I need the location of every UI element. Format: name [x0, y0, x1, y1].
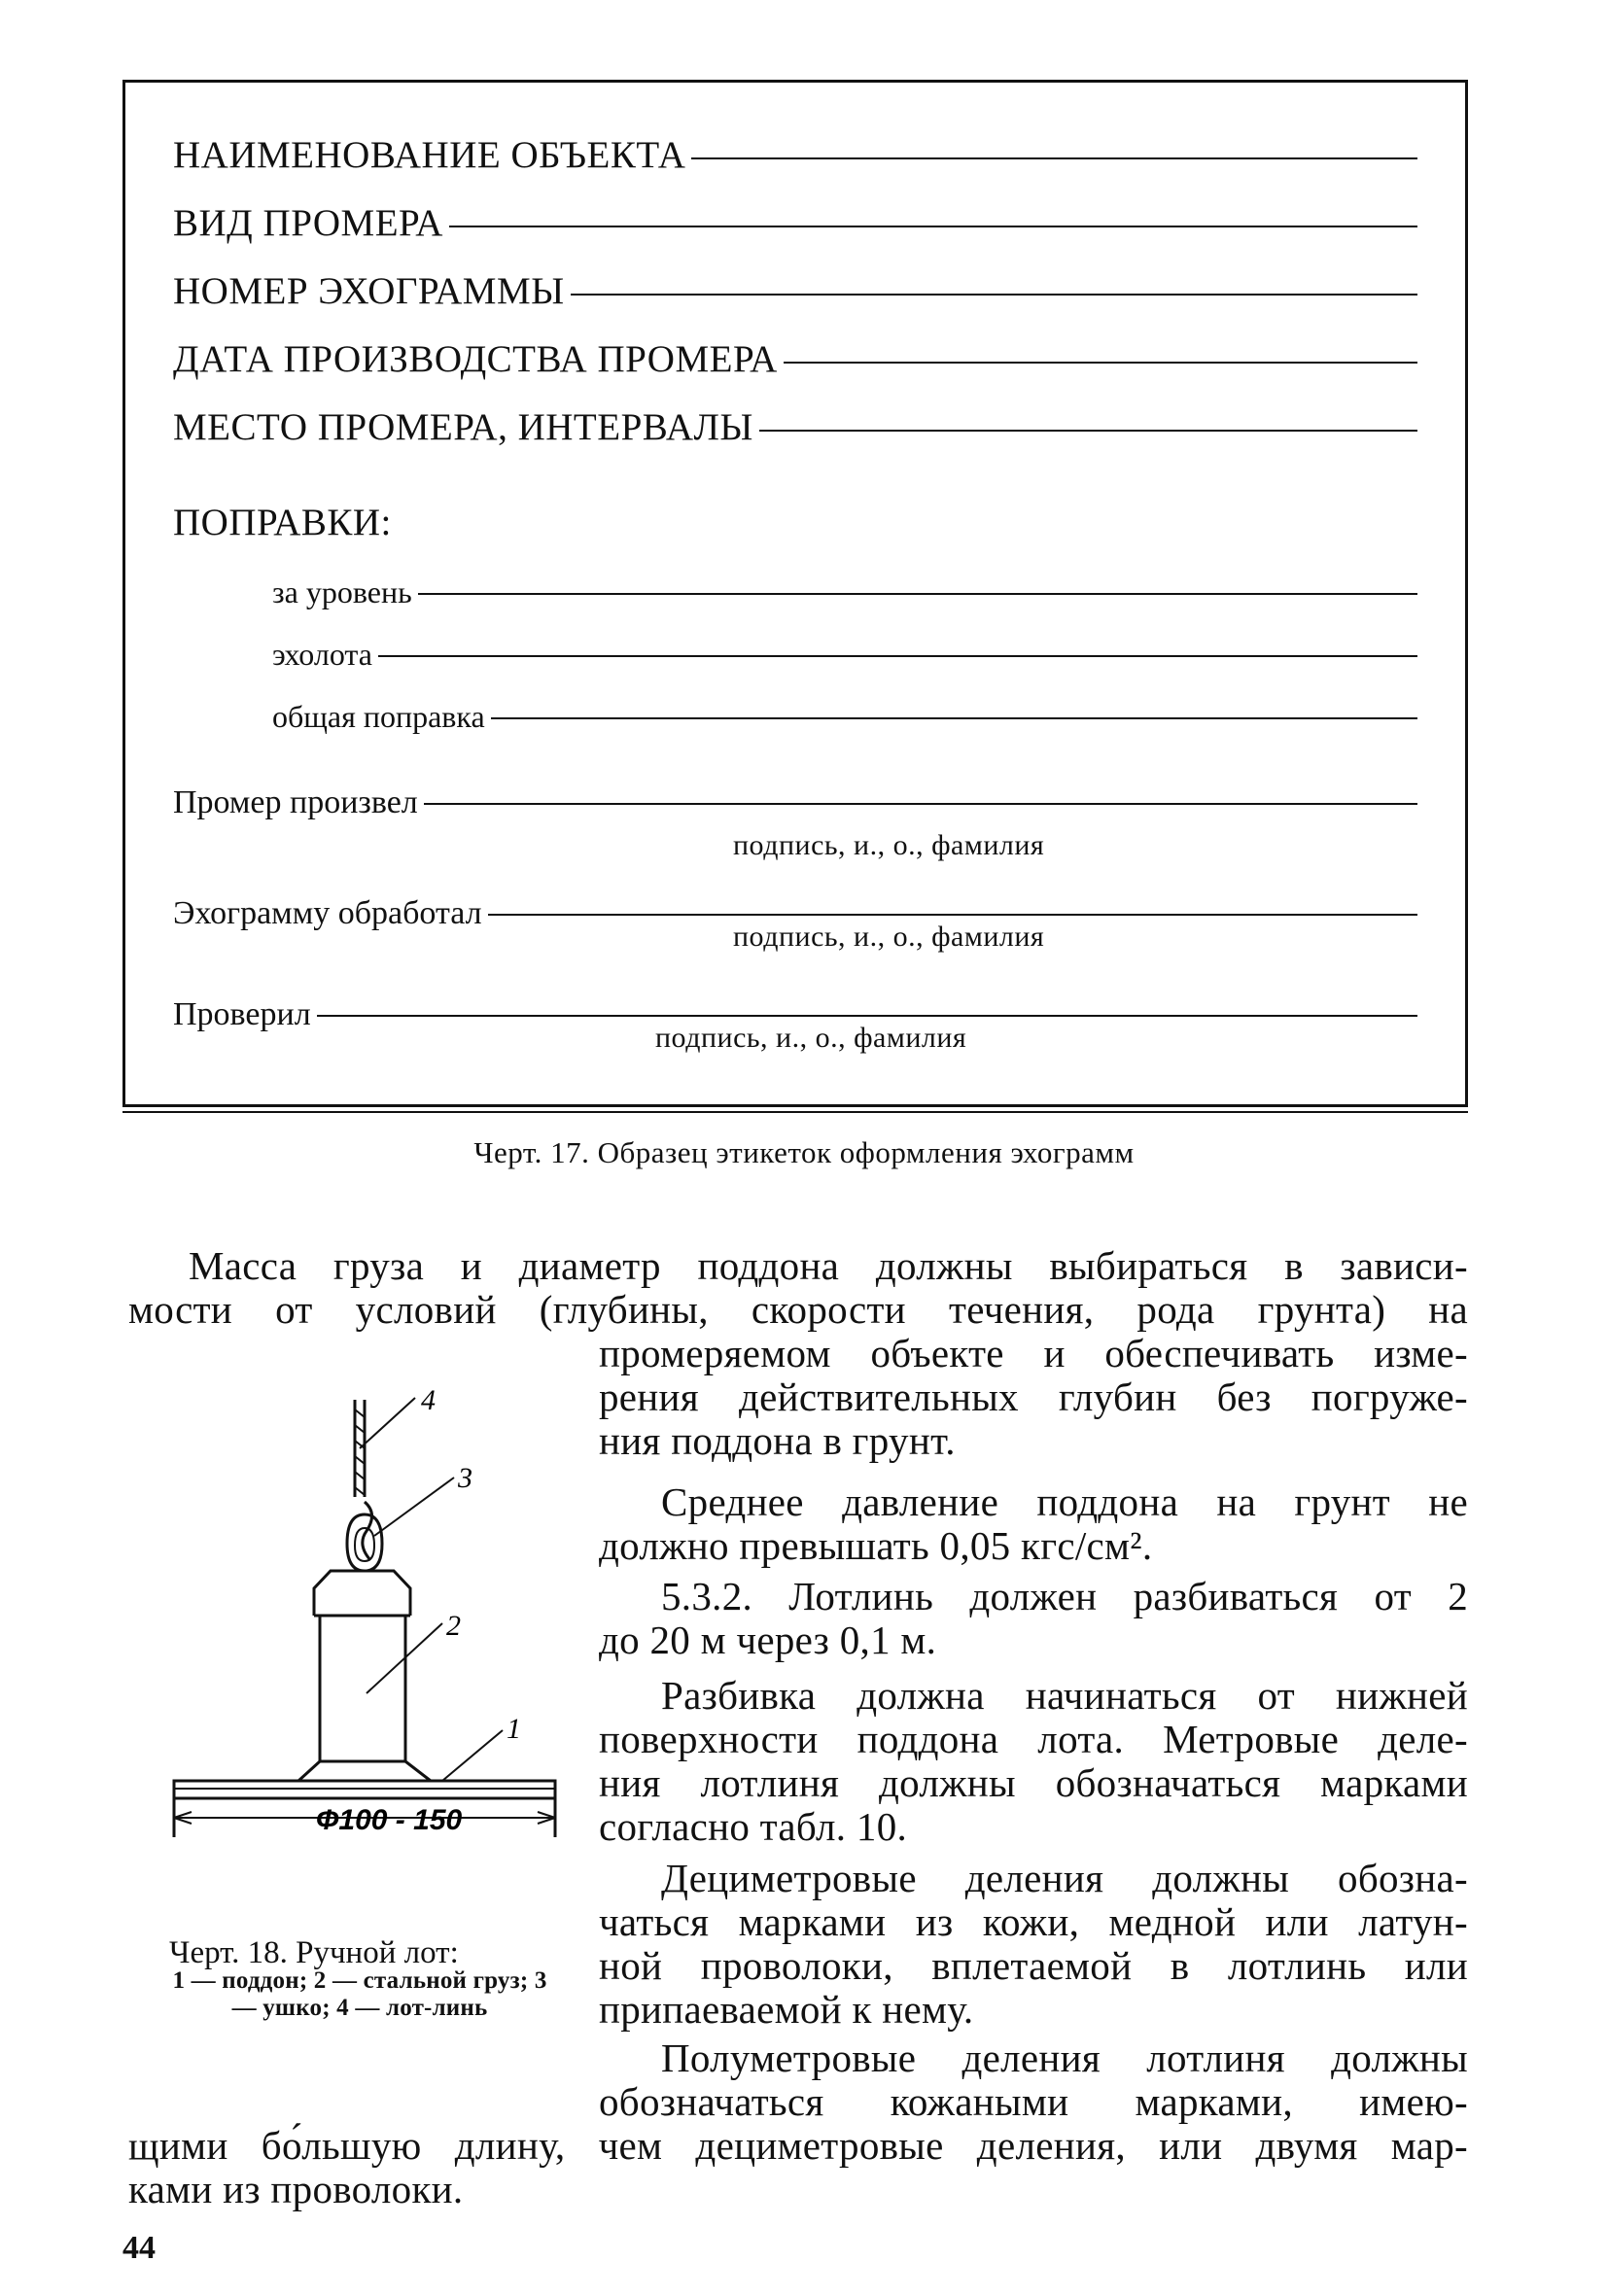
signature-line [488, 914, 1417, 916]
callout-1: 1 [507, 1713, 521, 1745]
steel-weight-body [320, 1616, 405, 1761]
text-line: Масса груза и диаметр поддона должны выбираться в зависи- [189, 1243, 1468, 1288]
text-line: ния лотлиня должны обозначаться марками [599, 1760, 1468, 1805]
signature-label: Промер произвел [173, 784, 418, 820]
text-line: Среднее давление поддона на грунт не [661, 1479, 1468, 1524]
signature-hint: подпись, и., о., фамилия [733, 829, 1045, 861]
paragraph-weight-diameter-cont [599, 1332, 1468, 1463]
fill-line [449, 226, 1417, 227]
signature-surveyed-by [173, 784, 1417, 821]
dimension-label: Ф100 - 150 [316, 1804, 463, 1836]
text-line: согласно табл. 10. [599, 1804, 908, 1849]
text-line: мости от условий (глубины, скорости течения, рода грунта) на [128, 1287, 1468, 1332]
correction-label: общая поправка [272, 699, 485, 734]
text-line: припаеваемой к нему. [599, 1987, 974, 2032]
text-line: поверхности поддона лота. Метровые деле- [599, 1717, 1468, 1761]
form-field-label: ВИД ПРОМЕРА [173, 202, 443, 244]
text-line: промеряемом объекте и обеспечивать изме- [599, 1331, 1468, 1375]
text-line: до 20 м через 0,1 м. [599, 1618, 937, 1662]
fill-line [491, 717, 1417, 719]
figure-18-legend: 1 — поддон; 2 — стальной груз; 3 — ушко; 4 — лот-линь [172, 1967, 547, 2021]
fill-line [418, 593, 1417, 595]
text-line: Полуметровые деления лотлиня должны [661, 2035, 1468, 2080]
text-line: ками из проволоки. [128, 2167, 464, 2211]
text-line: чаться марками из кожи, медной или латун- [599, 1899, 1468, 1944]
correction-echosounder [272, 637, 1417, 673]
form-field-label: НАИМЕНОВАНИЕ ОБЪЕКТА [173, 134, 686, 176]
form-field-survey-place [173, 405, 1417, 449]
text-line: ной проволоки, вплетаемой в лотлинь или [599, 1943, 1468, 1988]
signature-label: Эхограмму обработал [173, 895, 482, 931]
leader-4 [360, 1398, 415, 1448]
paragraph-half-meter-marks-cont [128, 2124, 1468, 2211]
form-field-survey-date [173, 337, 1417, 381]
correction-label: за уровень [272, 574, 412, 609]
echogram-label-form [122, 80, 1468, 1107]
figure-18-caption [169, 1935, 550, 2022]
text-line: обозначаться кожаными марками, имею- [599, 2079, 1468, 2124]
text-line: щими бо́льшую длину, чем дециметровые деления, или двумя мар- [128, 2123, 1468, 2168]
weight-base [298, 1761, 431, 1781]
callout-2: 2 [446, 1610, 461, 1642]
signature-line [424, 803, 1417, 805]
paragraph-average-pressure [599, 1480, 1468, 1568]
weight-head [314, 1571, 410, 1616]
paragraph-decimeter-marks [599, 1857, 1468, 2032]
figure-17-caption: Черт. 17. Образец этикеток оформления эхограмм [473, 1135, 1135, 1169]
signature-hint: подпись, и., о., фамилия [655, 1022, 967, 1054]
form-field-survey-type [173, 201, 1417, 245]
form-field-echogram-number [173, 269, 1417, 313]
form-field-object-name [173, 133, 1417, 177]
callout-3: 3 [458, 1462, 472, 1494]
text-line: 5.3.2. Лотлинь должен разбиваться от 2 [661, 1574, 1468, 1618]
leader-3 [374, 1478, 454, 1536]
correction-label: эхолота [272, 637, 372, 672]
text-line: Дециметровые деления должны обозна- [661, 1856, 1468, 1900]
paragraph-weight-diameter [128, 1244, 1468, 1332]
page-number: 44 [122, 2230, 156, 2266]
correction-total [272, 699, 1417, 735]
hand-lead-drawing [160, 1380, 578, 1925]
fill-line [759, 430, 1417, 432]
figure-18-title: Черт. 18. Ручной лот: [169, 1935, 459, 1970]
correction-level [272, 574, 1417, 610]
ear-loop [347, 1514, 382, 1571]
form-field-label: МЕСТО ПРОМЕРА, ИНТЕРВАЛЫ [173, 406, 753, 448]
paragraph-5-3-2 [599, 1575, 1468, 1662]
text-line: ния поддона в грунт. [599, 1418, 956, 1463]
text-line: рения действительных глубин без погруже- [599, 1374, 1468, 1419]
text-line: должно превышать 0,05 кгс/см². [599, 1523, 1153, 1568]
paragraph-half-meter-marks [599, 2036, 1468, 2124]
text-line: Разбивка должна начинаться от нижней [661, 1673, 1468, 1718]
fill-line [378, 655, 1417, 657]
paragraph-marking-start [599, 1674, 1468, 1849]
callout-4: 4 [421, 1384, 436, 1416]
signature-hint: подпись, и., о., фамилия [733, 921, 1045, 953]
signature-line [317, 1015, 1417, 1017]
corrections-title: ПОПРАВКИ: [173, 502, 392, 543]
form-field-label: НОМЕР ЭХОГРАММЫ [173, 270, 565, 312]
signature-label: Проверил [173, 996, 311, 1032]
fill-line [784, 362, 1417, 364]
fill-line [691, 157, 1417, 159]
leader-1 [442, 1730, 503, 1781]
fill-line [571, 294, 1417, 296]
form-field-label: ДАТА ПРОИЗВОДСТВА ПРОМЕРА [173, 338, 778, 380]
